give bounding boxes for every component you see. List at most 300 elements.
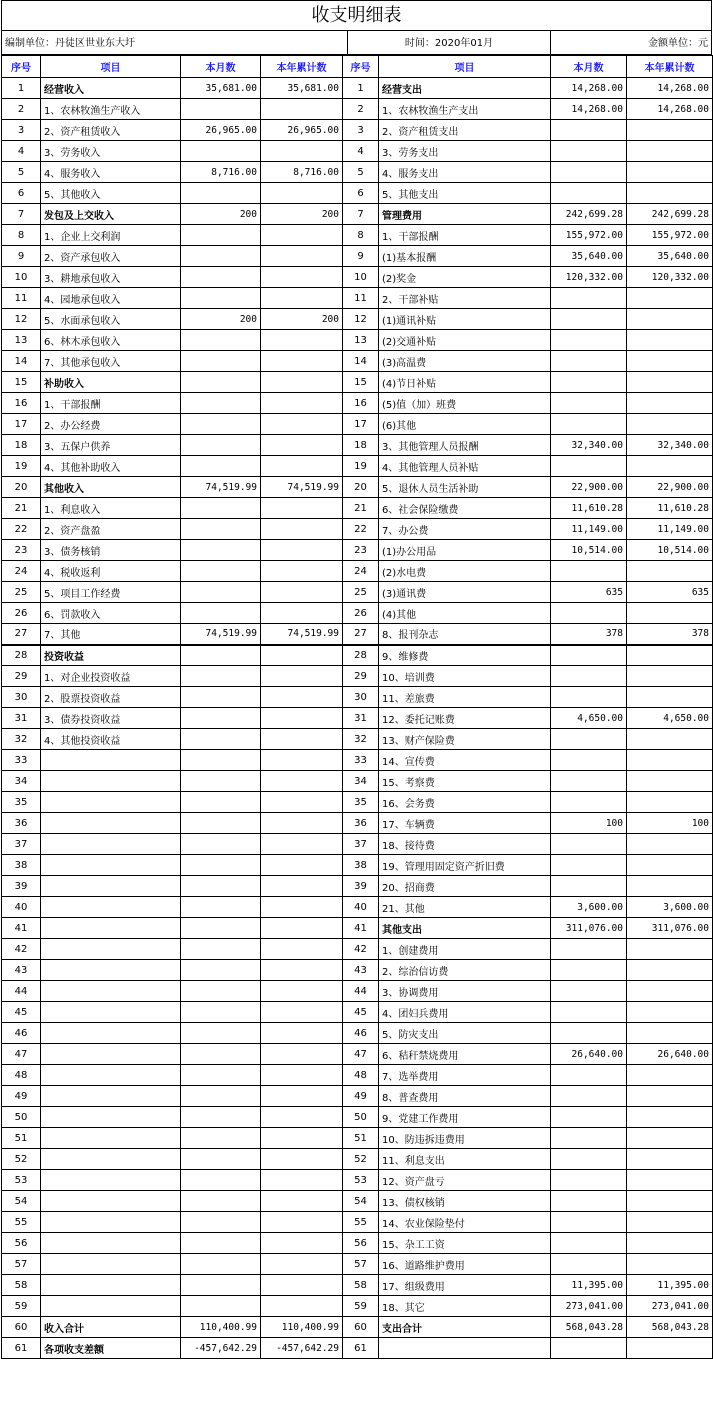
table-row bbox=[2, 771, 713, 792]
income-item-cell: 5、其他收入 bbox=[41, 183, 181, 204]
table-row bbox=[2, 645, 713, 666]
income-ytd-cell bbox=[261, 1086, 343, 1107]
income-month-cell: 200 bbox=[181, 204, 261, 225]
table-row bbox=[2, 1233, 713, 1254]
income-month-cell bbox=[181, 246, 261, 267]
expense-no-cell: 29 bbox=[343, 666, 379, 687]
income-no-cell: 51 bbox=[2, 1128, 41, 1149]
income-no-cell: 52 bbox=[2, 1149, 41, 1170]
income-item-cell: 2、资产盘盈 bbox=[41, 519, 181, 540]
expense-item-cell: 13、财产保险费 bbox=[379, 729, 551, 750]
expense-month-cell: 26,640.00 bbox=[551, 1044, 627, 1065]
expense-item-cell: 12、委托记账费 bbox=[379, 708, 551, 729]
expense-month-cell bbox=[551, 561, 627, 582]
income-ytd-cell bbox=[261, 981, 343, 1002]
income-no-cell: 20 bbox=[2, 477, 41, 498]
income-month-cell bbox=[181, 1107, 261, 1128]
table-row bbox=[2, 624, 713, 645]
income-item-cell: 7、其他承包收入 bbox=[41, 351, 181, 372]
expense-ytd-cell bbox=[627, 771, 713, 792]
table-row bbox=[2, 141, 713, 162]
expense-month-cell bbox=[551, 1254, 627, 1275]
income-month-cell bbox=[181, 561, 261, 582]
income-no-cell: 36 bbox=[2, 813, 41, 834]
expense-no-cell: 9 bbox=[343, 246, 379, 267]
income-no-cell: 53 bbox=[2, 1170, 41, 1191]
income-no-cell: 35 bbox=[2, 792, 41, 813]
expense-ytd-cell: 3,600.00 bbox=[627, 897, 713, 918]
income-no-cell: 61 bbox=[2, 1338, 41, 1359]
expense-no-cell: 10 bbox=[343, 267, 379, 288]
table-row bbox=[2, 498, 713, 519]
income-item-cell bbox=[41, 1254, 181, 1275]
expense-month-cell bbox=[551, 1191, 627, 1212]
income-ytd-cell bbox=[261, 540, 343, 561]
expense-ytd-cell bbox=[627, 1170, 713, 1191]
income-no-cell: 57 bbox=[2, 1254, 41, 1275]
expense-ytd-cell: 35,640.00 bbox=[627, 246, 713, 267]
income-month-cell bbox=[181, 99, 261, 120]
table-row bbox=[2, 540, 713, 561]
expense-month-cell: 3,600.00 bbox=[551, 897, 627, 918]
expense-no-cell: 15 bbox=[343, 372, 379, 393]
income-month-cell bbox=[181, 708, 261, 729]
expense-no-cell: 17 bbox=[343, 414, 379, 435]
income-ytd-cell: 8,716.00 bbox=[261, 162, 343, 183]
expense-item-cell: 4、服务支出 bbox=[379, 162, 551, 183]
expense-no-cell: 45 bbox=[343, 1002, 379, 1023]
expense-no-cell: 56 bbox=[343, 1233, 379, 1254]
expense-month-cell bbox=[551, 960, 627, 981]
expense-item-cell: 16、会务费 bbox=[379, 792, 551, 813]
expense-item-cell: 6、社会保险缴费 bbox=[379, 498, 551, 519]
income-item-cell: 3、债券投资收益 bbox=[41, 708, 181, 729]
expense-month-cell bbox=[551, 372, 627, 393]
income-ytd-cell bbox=[261, 1128, 343, 1149]
income-item-cell bbox=[41, 1128, 181, 1149]
income-month-cell bbox=[181, 876, 261, 897]
expense-no-cell: 37 bbox=[343, 834, 379, 855]
expense-no-cell: 5 bbox=[343, 162, 379, 183]
expense-month-cell bbox=[551, 351, 627, 372]
income-ytd-cell bbox=[261, 1044, 343, 1065]
income-no-cell: 43 bbox=[2, 960, 41, 981]
income-item-cell: 各项收支差额 bbox=[41, 1338, 181, 1359]
expense-month-cell bbox=[551, 1128, 627, 1149]
income-item-cell: 3、债务核销 bbox=[41, 540, 181, 561]
expense-no-cell: 36 bbox=[343, 813, 379, 834]
expense-no-cell: 39 bbox=[343, 876, 379, 897]
income-no-cell: 37 bbox=[2, 834, 41, 855]
header-expense-item: 项目 bbox=[379, 56, 551, 78]
income-no-cell: 60 bbox=[2, 1317, 41, 1338]
table-row bbox=[2, 1149, 713, 1170]
expense-item-cell: 经营支出 bbox=[379, 78, 551, 99]
expense-ytd-cell: 26,640.00 bbox=[627, 1044, 713, 1065]
income-ytd-cell bbox=[261, 1107, 343, 1128]
table-row bbox=[2, 561, 713, 582]
income-month-cell: 26,965.00 bbox=[181, 120, 261, 141]
report-period: 时间：2020年01月 bbox=[348, 31, 551, 54]
expense-no-cell: 43 bbox=[343, 960, 379, 981]
income-no-cell: 45 bbox=[2, 1002, 41, 1023]
income-item-cell: 1、农林牧渔生产收入 bbox=[41, 99, 181, 120]
expense-item-cell: 9、维修费 bbox=[379, 645, 551, 666]
expense-no-cell: 1 bbox=[343, 78, 379, 99]
income-item-cell bbox=[41, 855, 181, 876]
expense-ytd-cell bbox=[627, 1254, 713, 1275]
table-row bbox=[2, 477, 713, 498]
income-item-cell: 3、劳务收入 bbox=[41, 141, 181, 162]
income-ytd-cell bbox=[261, 1065, 343, 1086]
income-item-cell: 1、干部报酬 bbox=[41, 393, 181, 414]
expense-month-cell bbox=[551, 288, 627, 309]
expense-month-cell: 4,650.00 bbox=[551, 708, 627, 729]
income-ytd-cell: 200 bbox=[261, 204, 343, 225]
income-no-cell: 22 bbox=[2, 519, 41, 540]
expense-item-cell: 1、农林牧渔生产支出 bbox=[379, 99, 551, 120]
income-month-cell bbox=[181, 225, 261, 246]
income-ytd-cell bbox=[261, 351, 343, 372]
income-no-cell: 26 bbox=[2, 603, 41, 624]
expense-no-cell: 51 bbox=[343, 1128, 379, 1149]
income-month-cell bbox=[181, 939, 261, 960]
income-month-cell bbox=[181, 1233, 261, 1254]
expense-item-cell: 10、防违拆违费用 bbox=[379, 1128, 551, 1149]
expense-no-cell: 49 bbox=[343, 1086, 379, 1107]
income-item-cell: 2、资产承包收入 bbox=[41, 246, 181, 267]
expense-ytd-cell bbox=[627, 603, 713, 624]
expense-month-cell: 14,268.00 bbox=[551, 99, 627, 120]
income-item-cell bbox=[41, 1086, 181, 1107]
expense-item-cell: 14、农业保险垫付 bbox=[379, 1212, 551, 1233]
table-row bbox=[2, 1317, 713, 1338]
table-row bbox=[2, 1275, 713, 1296]
income-no-cell: 14 bbox=[2, 351, 41, 372]
income-no-cell: 11 bbox=[2, 288, 41, 309]
expense-month-cell bbox=[551, 603, 627, 624]
expense-month-cell: 120,332.00 bbox=[551, 267, 627, 288]
income-no-cell: 24 bbox=[2, 561, 41, 582]
income-month-cell bbox=[181, 582, 261, 603]
expense-item-cell: 5、退休人员生活补助 bbox=[379, 477, 551, 498]
table-row bbox=[2, 1296, 713, 1317]
income-no-cell: 44 bbox=[2, 981, 41, 1002]
income-month-cell bbox=[181, 1191, 261, 1212]
expense-month-cell: 11,149.00 bbox=[551, 519, 627, 540]
income-month-cell bbox=[181, 813, 261, 834]
expense-item-cell: 8、报刊杂志 bbox=[379, 624, 551, 645]
income-item-cell: 1、对企业投资收益 bbox=[41, 666, 181, 687]
expense-item-cell: 3、其他管理人员报酬 bbox=[379, 435, 551, 456]
income-item-cell: 补助收入 bbox=[41, 372, 181, 393]
income-month-cell bbox=[181, 141, 261, 162]
table-row bbox=[2, 519, 713, 540]
expense-ytd-cell bbox=[627, 1086, 713, 1107]
expense-ytd-cell bbox=[627, 876, 713, 897]
expense-item-cell: 15、考察费 bbox=[379, 771, 551, 792]
expense-item-cell: (2)交通补贴 bbox=[379, 330, 551, 351]
income-no-cell: 23 bbox=[2, 540, 41, 561]
income-item-cell bbox=[41, 1212, 181, 1233]
expense-ytd-cell: 10,514.00 bbox=[627, 540, 713, 561]
income-month-cell bbox=[181, 351, 261, 372]
expense-item-cell: 2、资产租赁支出 bbox=[379, 120, 551, 141]
income-month-cell: 35,681.00 bbox=[181, 78, 261, 99]
header-income-item: 项目 bbox=[41, 56, 181, 78]
income-no-cell: 27 bbox=[2, 624, 41, 645]
expense-ytd-cell: 311,076.00 bbox=[627, 918, 713, 939]
expense-no-cell: 8 bbox=[343, 225, 379, 246]
income-month-cell bbox=[181, 393, 261, 414]
table-row bbox=[2, 372, 713, 393]
income-month-cell bbox=[181, 1023, 261, 1044]
income-item-cell: 3、五保户供养 bbox=[41, 435, 181, 456]
expense-item-cell: 7、办公费 bbox=[379, 519, 551, 540]
expense-item-cell: 11、利息支出 bbox=[379, 1149, 551, 1170]
income-ytd-cell bbox=[261, 1170, 343, 1191]
income-item-cell bbox=[41, 792, 181, 813]
income-month-cell bbox=[181, 918, 261, 939]
expense-no-cell: 23 bbox=[343, 540, 379, 561]
income-expense-table bbox=[1, 55, 713, 1359]
income-month-cell bbox=[181, 1065, 261, 1086]
income-item-cell bbox=[41, 981, 181, 1002]
income-month-cell: 110,400.99 bbox=[181, 1317, 261, 1338]
income-item-cell: 7、其他 bbox=[41, 624, 181, 645]
expense-no-cell: 12 bbox=[343, 309, 379, 330]
expense-ytd-cell bbox=[627, 1023, 713, 1044]
income-ytd-cell bbox=[261, 918, 343, 939]
expense-month-cell: 378 bbox=[551, 624, 627, 645]
table-row bbox=[2, 1065, 713, 1086]
expense-no-cell: 42 bbox=[343, 939, 379, 960]
income-month-cell bbox=[181, 183, 261, 204]
expense-item-cell: (4)节日补贴 bbox=[379, 372, 551, 393]
income-no-cell: 21 bbox=[2, 498, 41, 519]
expense-ytd-cell bbox=[627, 330, 713, 351]
income-ytd-cell bbox=[261, 1149, 343, 1170]
income-ytd-cell bbox=[261, 813, 343, 834]
income-month-cell bbox=[181, 1212, 261, 1233]
expense-no-cell: 16 bbox=[343, 393, 379, 414]
expense-item-cell: 15、杂工工资 bbox=[379, 1233, 551, 1254]
expense-month-cell bbox=[551, 393, 627, 414]
expense-ytd-cell: 635 bbox=[627, 582, 713, 603]
income-month-cell bbox=[181, 267, 261, 288]
expense-no-cell: 6 bbox=[343, 183, 379, 204]
expense-ytd-cell bbox=[627, 561, 713, 582]
income-item-cell: 3、耕地承包收入 bbox=[41, 267, 181, 288]
expense-ytd-cell bbox=[627, 750, 713, 771]
income-no-cell: 4 bbox=[2, 141, 41, 162]
income-ytd-cell bbox=[261, 666, 343, 687]
expense-item-cell: 8、普查费用 bbox=[379, 1086, 551, 1107]
income-month-cell: 200 bbox=[181, 309, 261, 330]
income-item-cell bbox=[41, 1191, 181, 1212]
income-month-cell bbox=[181, 1170, 261, 1191]
income-ytd-cell bbox=[261, 561, 343, 582]
income-no-cell: 8 bbox=[2, 225, 41, 246]
expense-month-cell bbox=[551, 1023, 627, 1044]
income-item-cell bbox=[41, 771, 181, 792]
income-no-cell: 34 bbox=[2, 771, 41, 792]
expense-no-cell: 20 bbox=[343, 477, 379, 498]
expense-month-cell bbox=[551, 666, 627, 687]
expense-month-cell: 242,699.28 bbox=[551, 204, 627, 225]
expense-month-cell bbox=[551, 1086, 627, 1107]
table-row bbox=[2, 1002, 713, 1023]
expense-item-cell: (2)水电费 bbox=[379, 561, 551, 582]
expense-ytd-cell bbox=[627, 1065, 713, 1086]
expense-ytd-cell bbox=[627, 183, 713, 204]
income-no-cell: 48 bbox=[2, 1065, 41, 1086]
expense-item-cell: 17、组级费用 bbox=[379, 1275, 551, 1296]
table-row bbox=[2, 834, 713, 855]
income-ytd-cell: 35,681.00 bbox=[261, 78, 343, 99]
table-row bbox=[2, 288, 713, 309]
expense-ytd-cell bbox=[627, 855, 713, 876]
table-row bbox=[2, 351, 713, 372]
income-ytd-cell bbox=[261, 960, 343, 981]
income-no-cell: 55 bbox=[2, 1212, 41, 1233]
income-ytd-cell: 200 bbox=[261, 309, 343, 330]
expense-ytd-cell: 11,149.00 bbox=[627, 519, 713, 540]
income-item-cell: 2、办公经费 bbox=[41, 414, 181, 435]
expense-item-cell: 2、综治信访费 bbox=[379, 960, 551, 981]
expense-month-cell bbox=[551, 1065, 627, 1086]
expense-month-cell: 11,610.28 bbox=[551, 498, 627, 519]
expense-ytd-cell bbox=[627, 120, 713, 141]
table-row bbox=[2, 1191, 713, 1212]
income-no-cell: 7 bbox=[2, 204, 41, 225]
income-item-cell: 4、服务收入 bbox=[41, 162, 181, 183]
expense-ytd-cell: 242,699.28 bbox=[627, 204, 713, 225]
expense-item-cell: 17、车辆费 bbox=[379, 813, 551, 834]
income-no-cell: 30 bbox=[2, 687, 41, 708]
table-row bbox=[2, 876, 713, 897]
income-no-cell: 12 bbox=[2, 309, 41, 330]
income-item-cell: 2、资产租赁收入 bbox=[41, 120, 181, 141]
income-ytd-cell bbox=[261, 141, 343, 162]
expense-no-cell: 27 bbox=[343, 624, 379, 645]
expense-ytd-cell: 378 bbox=[627, 624, 713, 645]
table-row bbox=[2, 813, 713, 834]
income-month-cell bbox=[181, 1128, 261, 1149]
income-no-cell: 49 bbox=[2, 1086, 41, 1107]
income-ytd-cell bbox=[261, 435, 343, 456]
income-item-cell: 4、其他投资收益 bbox=[41, 729, 181, 750]
income-item-cell: 4、税收返利 bbox=[41, 561, 181, 582]
expense-month-cell bbox=[551, 1002, 627, 1023]
income-month-cell bbox=[181, 435, 261, 456]
income-item-cell bbox=[41, 1023, 181, 1044]
income-month-cell: -457,642.29 bbox=[181, 1338, 261, 1359]
table-row bbox=[2, 162, 713, 183]
table-row bbox=[2, 687, 713, 708]
expense-ytd-cell bbox=[627, 729, 713, 750]
income-item-cell bbox=[41, 750, 181, 771]
expense-no-cell: 34 bbox=[343, 771, 379, 792]
income-ytd-cell bbox=[261, 1002, 343, 1023]
income-no-cell: 46 bbox=[2, 1023, 41, 1044]
expense-month-cell bbox=[551, 141, 627, 162]
expense-item-cell: 7、选举费用 bbox=[379, 1065, 551, 1086]
income-item-cell: 2、股票投资收益 bbox=[41, 687, 181, 708]
header-income-no: 序号 bbox=[2, 56, 41, 78]
income-month-cell bbox=[181, 666, 261, 687]
income-month-cell bbox=[181, 1149, 261, 1170]
expense-no-cell: 38 bbox=[343, 855, 379, 876]
expense-month-cell bbox=[551, 750, 627, 771]
expense-item-cell: 11、差旅费 bbox=[379, 687, 551, 708]
expense-ytd-cell bbox=[627, 309, 713, 330]
income-month-cell bbox=[181, 372, 261, 393]
income-ytd-cell bbox=[261, 876, 343, 897]
income-item-cell bbox=[41, 939, 181, 960]
expense-item-cell: (4)其他 bbox=[379, 603, 551, 624]
expense-ytd-cell: 14,268.00 bbox=[627, 78, 713, 99]
income-item-cell bbox=[41, 1233, 181, 1254]
income-ytd-cell: -457,642.29 bbox=[261, 1338, 343, 1359]
income-item-cell: 4、其他补助收入 bbox=[41, 456, 181, 477]
income-item-cell: 5、水面承包收入 bbox=[41, 309, 181, 330]
expense-month-cell: 22,900.00 bbox=[551, 477, 627, 498]
table-row bbox=[2, 1338, 713, 1359]
income-ytd-cell: 74,519.99 bbox=[261, 624, 343, 645]
expense-item-cell: 14、宣传费 bbox=[379, 750, 551, 771]
income-month-cell bbox=[181, 498, 261, 519]
expense-item-cell: 支出合计 bbox=[379, 1317, 551, 1338]
expense-month-cell bbox=[551, 162, 627, 183]
table-row bbox=[2, 750, 713, 771]
income-ytd-cell bbox=[261, 183, 343, 204]
expense-no-cell: 53 bbox=[343, 1170, 379, 1191]
expense-month-cell bbox=[551, 456, 627, 477]
income-month-cell bbox=[181, 834, 261, 855]
expense-ytd-cell bbox=[627, 1191, 713, 1212]
income-ytd-cell bbox=[261, 603, 343, 624]
income-month-cell bbox=[181, 1254, 261, 1275]
expense-no-cell: 31 bbox=[343, 708, 379, 729]
income-month-cell bbox=[181, 960, 261, 981]
expense-ytd-cell bbox=[627, 414, 713, 435]
income-item-cell: 1、企业上交利润 bbox=[41, 225, 181, 246]
expense-month-cell: 10,514.00 bbox=[551, 540, 627, 561]
expense-month-cell: 568,043.28 bbox=[551, 1317, 627, 1338]
income-ytd-cell bbox=[261, 519, 343, 540]
income-ytd-cell bbox=[261, 393, 343, 414]
expense-ytd-cell bbox=[627, 687, 713, 708]
income-no-cell: 2 bbox=[2, 99, 41, 120]
header-income-month: 本月数 bbox=[181, 56, 261, 78]
expense-no-cell: 40 bbox=[343, 897, 379, 918]
expense-no-cell: 44 bbox=[343, 981, 379, 1002]
income-month-cell bbox=[181, 519, 261, 540]
income-no-cell: 18 bbox=[2, 435, 41, 456]
income-month-cell bbox=[181, 603, 261, 624]
expense-month-cell: 155,972.00 bbox=[551, 225, 627, 246]
income-item-cell bbox=[41, 813, 181, 834]
expense-no-cell: 13 bbox=[343, 330, 379, 351]
income-ytd-cell bbox=[261, 1233, 343, 1254]
expense-no-cell: 61 bbox=[343, 1338, 379, 1359]
expense-no-cell: 41 bbox=[343, 918, 379, 939]
expense-no-cell: 21 bbox=[343, 498, 379, 519]
income-ytd-cell bbox=[261, 897, 343, 918]
income-item-cell: 投资收益 bbox=[41, 645, 181, 666]
expense-no-cell: 30 bbox=[343, 687, 379, 708]
